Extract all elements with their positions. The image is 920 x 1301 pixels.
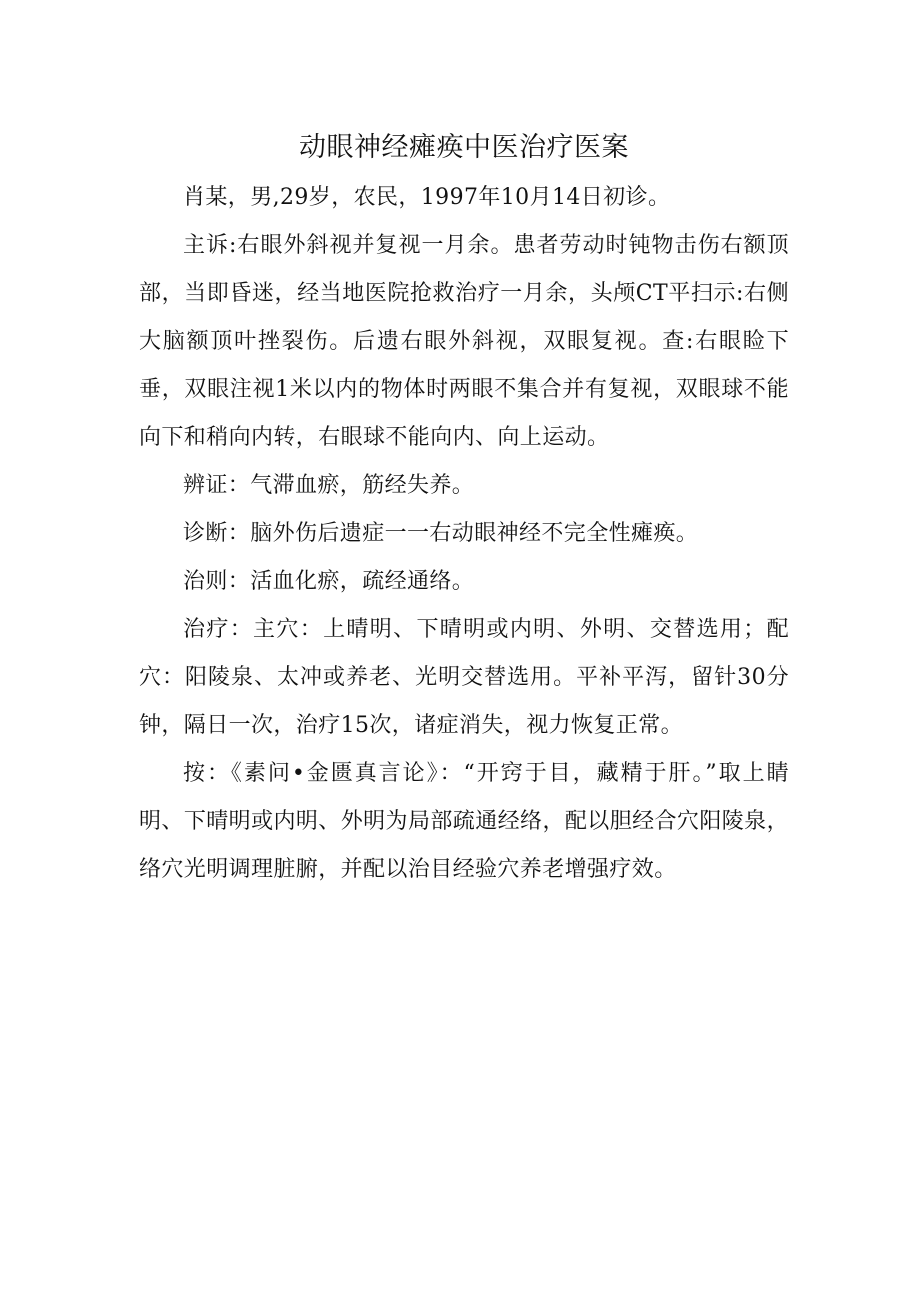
- syndrome-differentiation-paragraph: 辨证：气滞血瘀，筋经失养。: [183, 473, 475, 498]
- commentary-paragraph: 按：《素问•金匮真言论》：“开窍于目，藏精于肝。”取上睛明、下晴明或内明、外明为局部疏通经络，配以胆经合穴阳陵泉，络穴光明调理脏腑，并配以治目经验穴养老增强疗效。: [139, 761, 789, 882]
- document-title: 动眼神经瘫痪中医治疗医案: [299, 132, 629, 163]
- diagnosis-paragraph: 诊断：脑外伤后遗症一一右动眼神经不完全性瘫痪。: [183, 521, 699, 546]
- treatment-principle-paragraph: 治则：活血化瘀，疏经通络。: [183, 569, 475, 594]
- patient-info-paragraph: 肖某，男,29岁，农民，1997年10月14日初诊。: [183, 185, 671, 210]
- chief-complaint-paragraph: 主诉:右眼外斜视并复视一月余。患者劳动时钝物击伤右额顶部，当即昏迷，经当地医院抢救治疗一月余，头颅CT平扫示:右侧大脑额顶叶挫裂伤。后遗右眼外斜视，双眼复视。查:右眼睑下垂，双眼注视1米以内的物体时两眼不集合并有复视，双眼球不能向下和稍向内转，右眼球不能向内、向上运动。: [139, 233, 789, 450]
- treatment-paragraph: 治疗：主穴：上晴明、下晴明或内明、外明、交替选用；配穴：阳陵泉、太冲或养老、光明交替选用。平补平泻，留针30分钟，隔日一次，治疗15次，诸症消失，视力恢复正常。: [139, 617, 789, 738]
- document-page: [139, 128, 789, 894]
